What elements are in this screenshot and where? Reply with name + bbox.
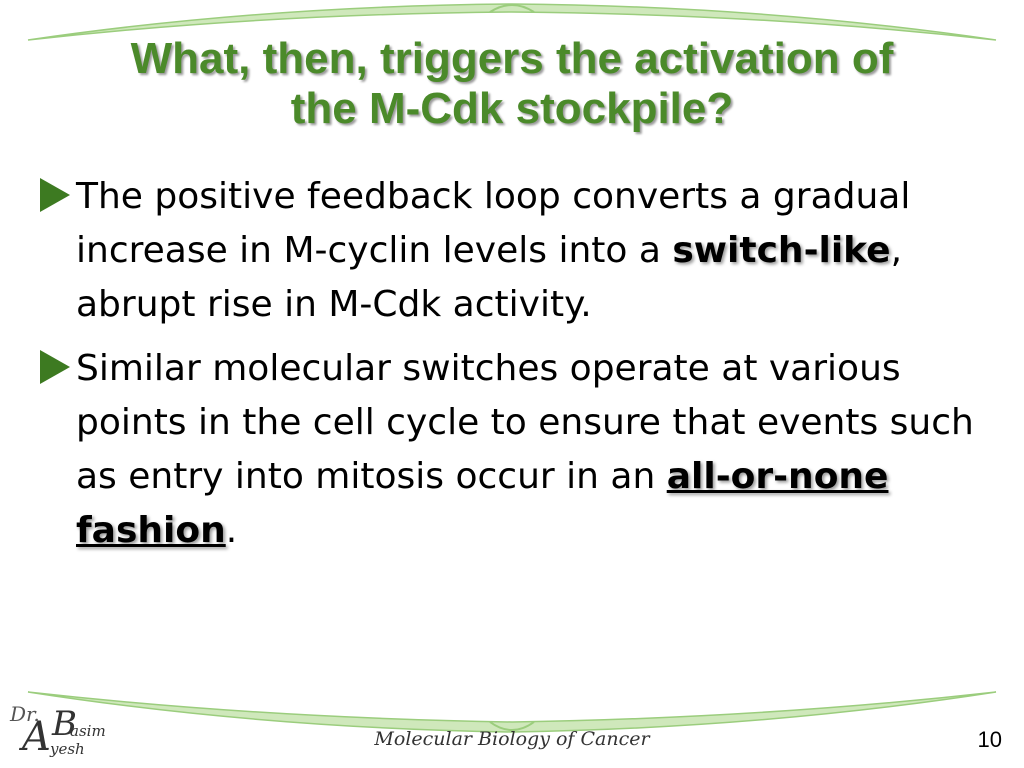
- title-line-2: the M-Cdk stockpile?: [290, 84, 734, 133]
- author-logo: [8, 702, 108, 762]
- bullet-2-text-before: Similar molecular switches operate at various points in the cell cycle to ensure that events such as entry into mitosis occur in an: [76, 348, 974, 497]
- right-triangle-bullet-icon: [40, 350, 70, 384]
- bullet-2-emphasis: all-or-none fashion: [76, 456, 889, 551]
- right-triangle-bullet-icon: [40, 178, 70, 212]
- bullet-1-text-after: , abrupt rise in M-Cdk activity.: [76, 230, 903, 325]
- logo-dr: Dr.: [10, 702, 40, 726]
- logo-asim: asim: [70, 722, 106, 740]
- footer-course-title: Molecular Biology of Cancer: [374, 728, 650, 750]
- logo-initial-b: B: [52, 704, 77, 744]
- bullet-1-text: [76, 170, 980, 332]
- slide-number: 10: [977, 727, 1002, 752]
- bullet-1-emphasis: switch-like: [672, 230, 891, 271]
- bullet-2-text: [76, 342, 980, 558]
- slide-title: [20, 34, 1004, 134]
- title-line-1: What, then, triggers the activation of: [130, 34, 894, 83]
- logo-initial-a: A: [22, 714, 51, 760]
- bullet-item-2: [40, 342, 980, 558]
- bullet-item-1: [40, 170, 980, 332]
- bullet-list: [40, 170, 980, 568]
- bullet-2-text-after: .: [225, 510, 238, 551]
- bullet-1-text-before: The positive feedback loop converts a gradual increase in M-cyclin levels into a: [76, 176, 911, 271]
- logo-yesh: yesh: [50, 740, 85, 758]
